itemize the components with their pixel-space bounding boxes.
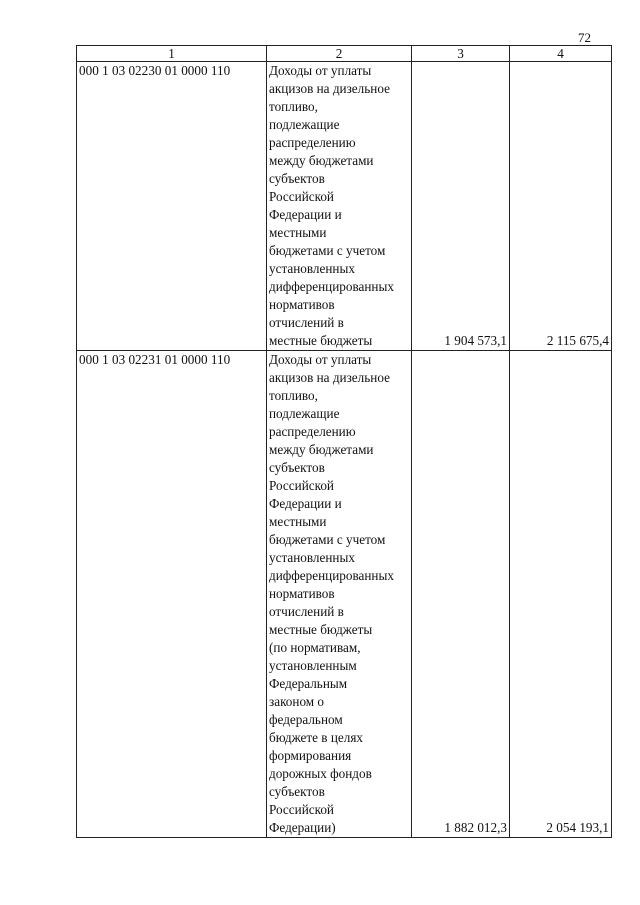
description-line: законом о: [269, 694, 325, 709]
description-line: между бюджетами: [269, 153, 374, 168]
header-col-1: 1: [77, 46, 267, 62]
description-line: Российской: [269, 189, 334, 204]
description-line: местными: [269, 225, 327, 240]
description-line: местными: [269, 514, 327, 529]
description-line: подлежащие: [269, 117, 340, 132]
description-line: Российской: [269, 802, 334, 817]
description-line: отчислений в: [269, 315, 344, 330]
description-line: дифференцированных: [269, 279, 394, 294]
description-line: субъектов: [269, 784, 325, 799]
description-line: Федерации): [269, 820, 336, 835]
value-col-3: 1 882 012,3: [412, 351, 510, 838]
page-number: 72: [578, 30, 591, 45]
description-line: отчислений в: [269, 604, 344, 619]
header-col-3: 3: [412, 46, 510, 62]
description-line: Доходы от уплаты: [269, 63, 372, 78]
table-header-row: [77, 46, 612, 62]
description-line: нормативов: [269, 586, 335, 601]
description-line: бюджетами с учетом: [269, 243, 386, 258]
description-line: дорожных фондов: [269, 766, 372, 781]
description-line: Российской: [269, 478, 334, 493]
description-line: распределению: [269, 135, 356, 150]
income-code: 000 1 03 02230 01 0000 110: [77, 62, 267, 351]
income-description: [267, 62, 412, 351]
description-line: субъектов: [269, 460, 325, 475]
description-line: федеральном: [269, 712, 343, 727]
description-line: бюджетами с учетом: [269, 532, 386, 547]
header-col-2: 2: [267, 46, 412, 62]
description-line: местные бюджеты: [269, 622, 373, 637]
description-line: Федерации и: [269, 207, 342, 222]
description-line: установленных: [269, 550, 355, 565]
header-col-4: 4: [510, 46, 612, 62]
description-line: нормативов: [269, 297, 335, 312]
description-line: местные бюджеты: [269, 333, 373, 348]
description-line: субъектов: [269, 171, 325, 186]
description-line: распределению: [269, 424, 356, 439]
description-line: акцизов на дизельное: [269, 370, 390, 385]
table-row: [77, 62, 612, 351]
table-row: [77, 351, 612, 838]
value-col-4: 2 115 675,4: [510, 62, 612, 351]
description-line: установленным: [269, 658, 357, 673]
description-line: установленных: [269, 261, 355, 276]
description-line: дифференцированных: [269, 568, 394, 583]
description-line: акцизов на дизельное: [269, 81, 390, 96]
description-line: (по нормативам,: [269, 640, 361, 655]
income-description: [267, 351, 412, 838]
value-col-4: 2 054 193,1: [510, 351, 612, 838]
description-line: Федерации и: [269, 496, 342, 511]
description-line: Федеральным: [269, 676, 348, 691]
description-line: топливо,: [269, 99, 318, 114]
description-line: подлежащие: [269, 406, 340, 421]
description-line: топливо,: [269, 388, 318, 403]
description-line: Доходы от уплаты: [269, 352, 372, 367]
value-col-3: 1 904 573,1: [412, 62, 510, 351]
budget-table: [76, 45, 612, 838]
description-line: бюджете в целях: [269, 730, 363, 745]
description-line: между бюджетами: [269, 442, 374, 457]
description-line: формирования: [269, 748, 352, 763]
income-code: 000 1 03 02231 01 0000 110: [77, 351, 267, 838]
